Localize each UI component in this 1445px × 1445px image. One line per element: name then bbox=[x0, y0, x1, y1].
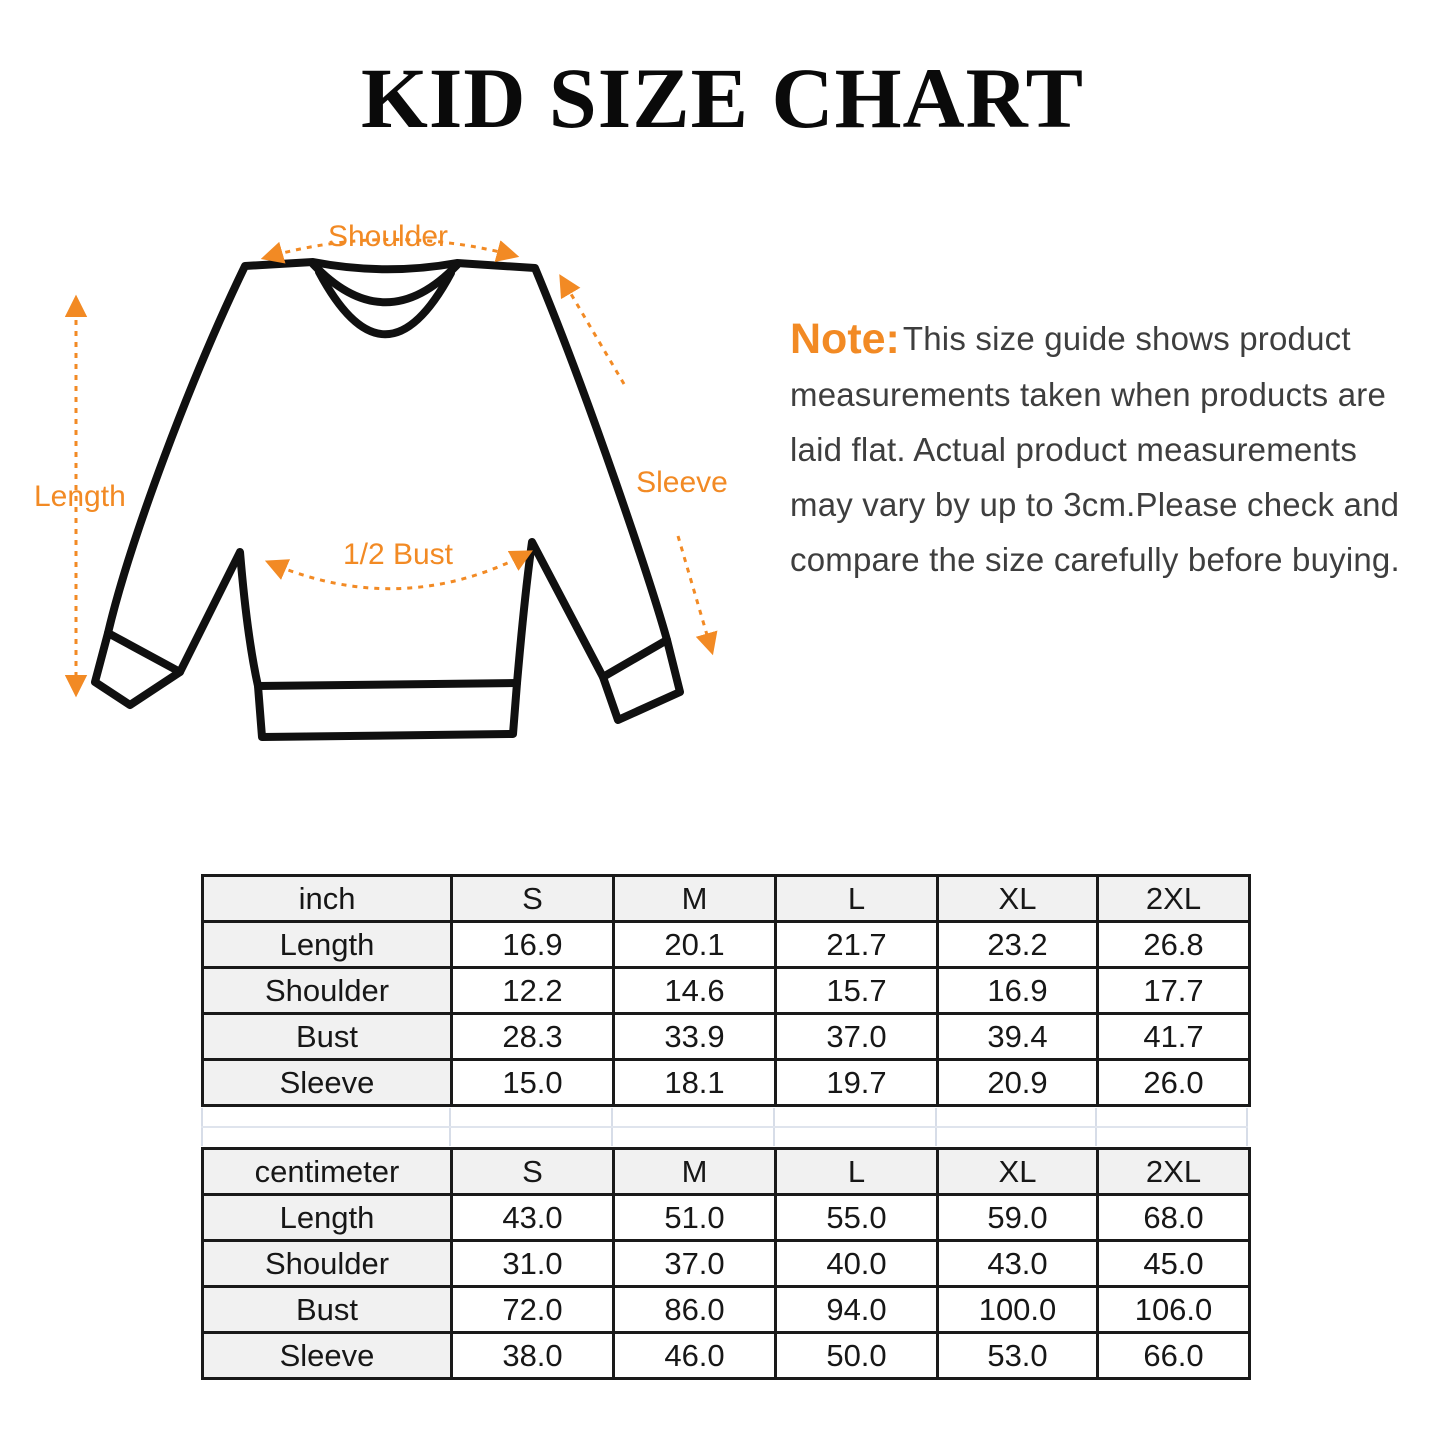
sweater-measurement-diagram bbox=[30, 200, 750, 760]
value-cell: 45.0 bbox=[1098, 1241, 1250, 1287]
value-cell: 20.1 bbox=[614, 922, 776, 968]
spreadsheet-gridline bbox=[201, 1126, 1248, 1128]
size-table-inch bbox=[201, 874, 1251, 1107]
note-line: may vary by up to 3cm.Please check and bbox=[790, 486, 1400, 523]
measurement-annotations bbox=[34, 220, 728, 694]
note-line: measurements taken when products are bbox=[790, 376, 1387, 413]
size-header-cell: L bbox=[776, 1149, 938, 1195]
value-cell: 106.0 bbox=[1098, 1287, 1250, 1333]
table-row bbox=[203, 1195, 1250, 1241]
size-header-cell: XL bbox=[938, 876, 1098, 922]
size-header-cell: M bbox=[614, 876, 776, 922]
value-cell: 68.0 bbox=[1098, 1195, 1250, 1241]
note-line bbox=[790, 311, 1425, 367]
table-header-row bbox=[203, 876, 1250, 922]
table-row bbox=[203, 1241, 1250, 1287]
row-label-cell: Length bbox=[203, 1195, 452, 1241]
value-cell: 20.9 bbox=[938, 1060, 1098, 1106]
value-cell: 50.0 bbox=[776, 1333, 938, 1379]
row-label-cell: Length bbox=[203, 922, 452, 968]
table-row bbox=[203, 1014, 1250, 1060]
table-row bbox=[203, 1060, 1250, 1106]
value-cell: 37.0 bbox=[614, 1241, 776, 1287]
table-row bbox=[203, 922, 1250, 968]
size-header-cell: M bbox=[614, 1149, 776, 1195]
row-label-cell: Shoulder bbox=[203, 1241, 452, 1287]
length-label: Length bbox=[34, 480, 126, 513]
value-cell: 86.0 bbox=[614, 1287, 776, 1333]
left-cuff-line bbox=[108, 633, 180, 672]
right-cuff-line bbox=[603, 640, 667, 677]
value-cell: 17.7 bbox=[1098, 968, 1250, 1014]
note-block bbox=[790, 311, 1425, 587]
value-cell: 46.0 bbox=[614, 1333, 776, 1379]
value-cell: 41.7 bbox=[1098, 1014, 1250, 1060]
sleeve-arrow-lower bbox=[678, 536, 712, 652]
table-row bbox=[203, 1333, 1250, 1379]
row-label-cell: Bust bbox=[203, 1287, 452, 1333]
value-cell: 66.0 bbox=[1098, 1333, 1250, 1379]
size-header-cell: S bbox=[452, 1149, 614, 1195]
value-cell: 19.7 bbox=[776, 1060, 938, 1106]
value-cell: 28.3 bbox=[452, 1014, 614, 1060]
table-header-row bbox=[203, 1149, 1250, 1195]
table-row bbox=[203, 968, 1250, 1014]
value-cell: 21.7 bbox=[776, 922, 938, 968]
value-cell: 40.0 bbox=[776, 1241, 938, 1287]
value-cell: 51.0 bbox=[614, 1195, 776, 1241]
unit-header-cell: inch bbox=[203, 876, 452, 922]
bust-label: 1/2 Bust bbox=[342, 538, 454, 571]
value-cell: 15.7 bbox=[776, 968, 938, 1014]
sleeve-label: Sleeve bbox=[636, 466, 728, 499]
value-cell: 18.1 bbox=[614, 1060, 776, 1106]
value-cell: 43.0 bbox=[452, 1195, 614, 1241]
value-cell: 26.0 bbox=[1098, 1060, 1250, 1106]
size-header-cell: S bbox=[452, 876, 614, 922]
value-cell: 12.2 bbox=[452, 968, 614, 1014]
note-line-text: This size guide shows product bbox=[902, 320, 1351, 357]
size-header-cell: 2XL bbox=[1098, 876, 1250, 922]
row-label-cell: Shoulder bbox=[203, 968, 452, 1014]
value-cell: 26.8 bbox=[1098, 922, 1250, 968]
size-header-cell: XL bbox=[938, 1149, 1098, 1195]
value-cell: 37.0 bbox=[776, 1014, 938, 1060]
value-cell: 15.0 bbox=[452, 1060, 614, 1106]
size-table-centimeter bbox=[201, 1147, 1251, 1380]
value-cell: 16.9 bbox=[452, 922, 614, 968]
sweater-outline-drawing bbox=[95, 262, 680, 737]
row-label-cell: Sleeve bbox=[203, 1060, 452, 1106]
value-cell: 23.2 bbox=[938, 922, 1098, 968]
value-cell: 39.4 bbox=[938, 1014, 1098, 1060]
row-label-cell: Sleeve bbox=[203, 1333, 452, 1379]
value-cell: 55.0 bbox=[776, 1195, 938, 1241]
page-title: KID SIZE CHART bbox=[360, 50, 1085, 146]
size-header-cell: L bbox=[776, 876, 938, 922]
row-label-cell: Bust bbox=[203, 1014, 452, 1060]
value-cell: 94.0 bbox=[776, 1287, 938, 1333]
value-cell: 31.0 bbox=[452, 1241, 614, 1287]
value-cell: 100.0 bbox=[938, 1287, 1098, 1333]
value-cell: 72.0 bbox=[452, 1287, 614, 1333]
value-cell: 59.0 bbox=[938, 1195, 1098, 1241]
hem-band-line bbox=[258, 683, 517, 686]
shoulder-label: Shoulder bbox=[327, 220, 449, 253]
value-cell: 53.0 bbox=[938, 1333, 1098, 1379]
note-label: Note: bbox=[790, 315, 900, 363]
unit-header-cell: centimeter bbox=[203, 1149, 452, 1195]
value-cell: 33.9 bbox=[614, 1014, 776, 1060]
value-cell: 38.0 bbox=[452, 1333, 614, 1379]
note-line: compare the size carefully before buying. bbox=[790, 541, 1400, 578]
note-line: laid flat. Actual product measurements bbox=[790, 431, 1358, 468]
size-header-cell: 2XL bbox=[1098, 1149, 1250, 1195]
value-cell: 14.6 bbox=[614, 968, 776, 1014]
value-cell: 16.9 bbox=[938, 968, 1098, 1014]
value-cell: 43.0 bbox=[938, 1241, 1098, 1287]
table-row bbox=[203, 1287, 1250, 1333]
